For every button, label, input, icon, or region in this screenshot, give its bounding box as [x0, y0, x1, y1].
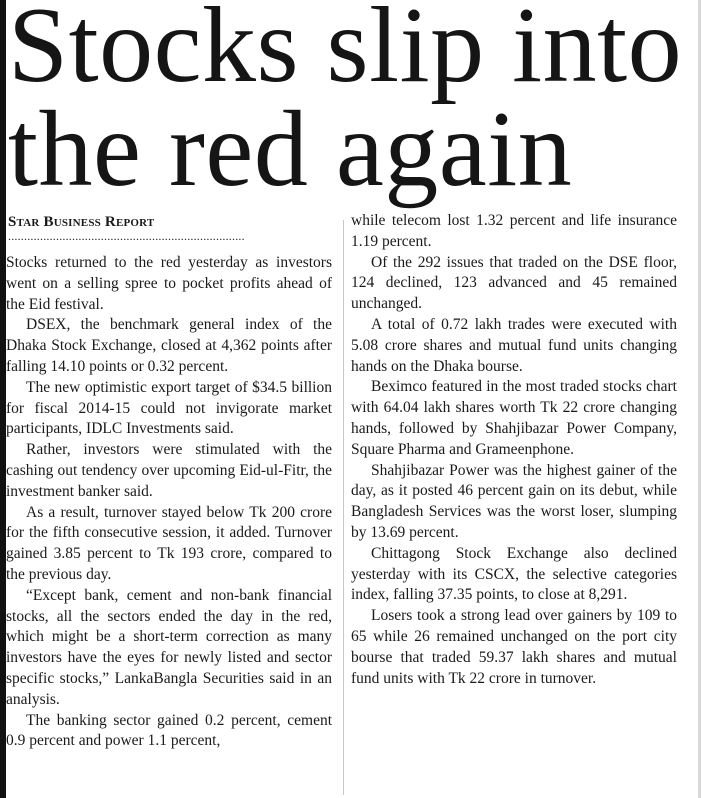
paragraph: while telecom lost 1.32 percent and life insurance 1.19 percent.	[351, 212, 677, 250]
headline-line-2: the red again	[8, 90, 573, 209]
headline	[8, 0, 698, 209]
byline: Star Business Report	[8, 214, 155, 230]
paragraph: Rather, investors were stimulated with the cashing out tendency over upcoming Eid-ul-Fitr, the investment banker said.	[6, 441, 332, 500]
paragraph: Stocks returned to the red yesterday as investors went on a selling spree to pocket profits ahead of the Eid festival.	[6, 254, 332, 313]
paragraph: Chittagong Stock Exchange also declined yesterday with its CSCX, the selective categories index, falling 37.35 points, to close at 8,291.	[351, 544, 677, 604]
paragraph: As a result, turnover stayed below Tk 200 crore for the fifth consecutive session, it added. Turnover gained 3.85 percent to Tk 193 crore, compared to the previous day.	[6, 503, 332, 583]
column-divider	[343, 220, 344, 795]
paragraph: Shahjibazar Power was the highest gainer of the day, as it posted 46 percent gain on its debut, while Bangladesh Services was the worst loser, slumping by 13.69 percent.	[351, 461, 677, 541]
paragraph: The new optimistic export target of $34.5 billion for fiscal 2014-15 could not invigorate market participants, IDLC Investments said.	[6, 378, 332, 438]
paragraph: A total of 0.72 lakh trades were executed with 5.08 crore shares and mutual fund units changing hands on the Dhaka bourse.	[351, 315, 677, 375]
paragraph: DSEX, the benchmark general index of the Dhaka Stock Exchange, closed at 4,362 points after falling 14.10 points or 0.32 percent.	[6, 316, 332, 375]
paragraph: Losers took a strong lead over gainers by 109 to 65 while 26 remained unchanged on the port city bourse that traded 59.37 lakh shares and mutual fund units with Tk 22 crore in turnover.	[351, 607, 677, 687]
paragraph: Of the 292 issues that traded on the DSE floor, 124 declined, 123 advanced and 45 remained unchanged.	[351, 253, 677, 313]
paragraph: “Except bank, cement and non-bank financial stocks, all the sectors ended the day in the red, which might be a short-term correction as many investors have the eyes for newly listed and sector specific stocks,” LankaBangla Securities said in an analysis.	[6, 586, 332, 708]
paragraph: The banking sector gained 0.2 percent, cement 0.9 percent and power 1.1 percent,	[6, 711, 332, 750]
paragraph: Beximco featured in the most traded stocks chart with 64.04 lakh shares worth Tk 22 crore changing hands, followed by Shahjibazar Power Company, Square Pharma and Grameenphone.	[351, 378, 677, 458]
article-column-1	[6, 253, 332, 752]
dotted-separator: ..........................................................................	[8, 231, 245, 241]
article-column-2	[351, 211, 677, 689]
headline-line-1: Stocks slip into	[8, 0, 683, 105]
